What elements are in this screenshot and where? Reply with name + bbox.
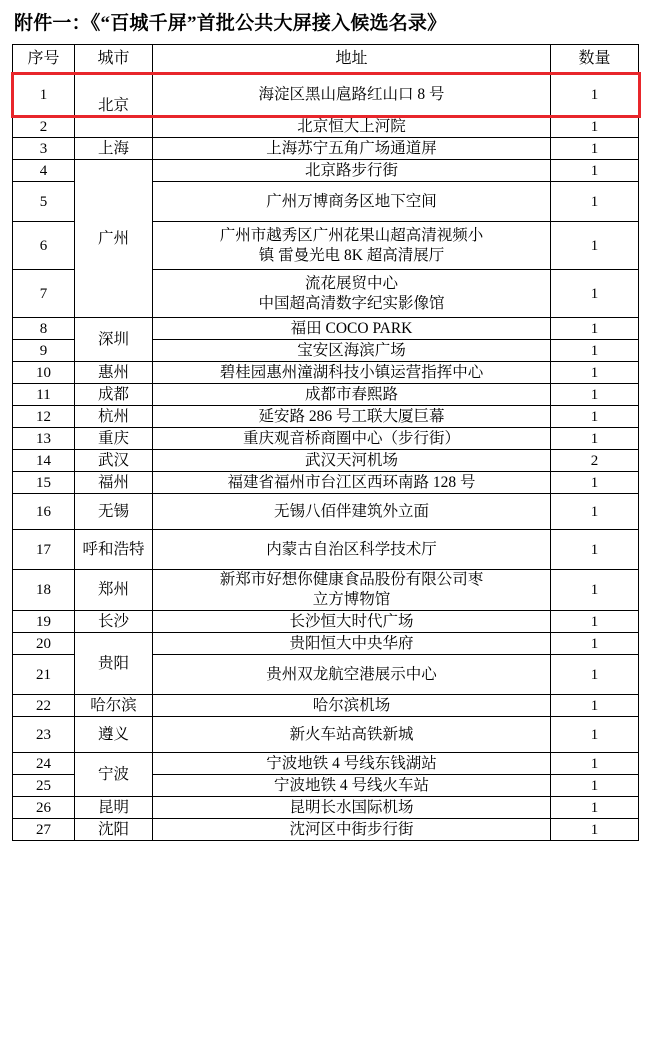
cell-address-line1: 内蒙古自治区科学技术厅 [266,540,437,558]
cell-quantity: 1 [551,611,639,633]
cell-address-line1: 新火车站高铁新城 [289,725,414,743]
cell-quantity: 1 [551,362,639,384]
table-row [13,819,639,841]
cell-quantity: 1 [551,570,639,611]
cell-no: 12 [13,406,75,428]
cell-address [153,611,551,633]
cell-city: 呼和浩特 [75,530,153,570]
cell-quantity: 1 [551,138,639,160]
cell-city: 长沙 [75,611,153,633]
cell-city: 昆明 [75,797,153,819]
cell-city: 宁波 [75,753,153,797]
cell-city: 福州 [75,472,153,494]
cell-quantity: 1 [551,633,639,655]
table-row [13,384,639,406]
cell-quantity: 1 [551,472,639,494]
table-row [13,695,639,717]
table-row [13,160,639,182]
cell-city: 北京 [75,74,153,138]
cell-no: 10 [13,362,75,384]
cell-city: 贵阳 [75,633,153,695]
cell-address-line2: 镇 雷曼光电 8K 超高清展厅 [258,246,445,264]
cell-city: 郑州 [75,570,153,611]
cell-address-line1: 昆明长水国际机场 [289,798,414,816]
cell-quantity: 1 [551,530,639,570]
cell-address [153,633,551,655]
cell-no: 16 [13,494,75,530]
cell-no: 24 [13,753,75,775]
table-row [13,362,639,384]
cell-address-line1: 重庆观音桥商圈中心（步行街） [242,429,460,447]
table-row [13,138,639,160]
cell-quantity: 1 [551,182,639,222]
cell-no: 15 [13,472,75,494]
cell-address-line1: 新郑市好想你健康食品股份有限公司枣 [219,571,484,588]
cell-address [153,775,551,797]
cell-quantity: 2 [551,450,639,472]
cell-no: 8 [13,318,75,340]
cell-quantity: 1 [551,74,639,116]
cell-quantity: 1 [551,494,639,530]
cell-quantity: 1 [551,222,639,270]
cell-no: 7 [13,270,75,318]
cell-address-line1: 上海苏宁五角广场通道屏 [266,139,437,157]
column-header-city: 城市 [75,45,153,74]
cell-address [153,74,551,116]
table-row [13,450,639,472]
table-header-row [13,45,639,74]
table-row [13,530,639,570]
column-header-quantity: 数量 [551,45,639,74]
table-row [13,74,639,116]
table-row [13,797,639,819]
cell-city: 深圳 [75,318,153,362]
column-header-address: 地址 [153,45,551,74]
cell-address-line1: 广州市越秀区广州花果山超高清视频小 [219,226,484,244]
cell-quantity: 1 [551,270,639,318]
cell-address-line1: 北京恒大上河院 [297,117,406,135]
cell-address [153,406,551,428]
cell-address [153,340,551,362]
cell-address [153,318,551,340]
cell-address-line1: 宁波地铁 4 号线东钱湖站 [266,754,437,772]
cell-no: 5 [13,182,75,222]
cell-quantity: 1 [551,819,639,841]
cell-quantity: 1 [551,655,639,695]
cell-no: 20 [13,633,75,655]
cell-city: 沈阳 [75,819,153,841]
cell-address [153,472,551,494]
cell-address [153,753,551,775]
cell-no: 1 [13,74,75,116]
cell-city: 遵义 [75,717,153,753]
table-row [13,633,639,655]
cell-no: 25 [13,775,75,797]
cell-quantity: 1 [551,753,639,775]
cell-address [153,530,551,570]
cell-no: 14 [13,450,75,472]
cell-city: 上海 [75,138,153,160]
cell-address [153,384,551,406]
cell-address-line1: 长沙恒大时代广场 [289,612,414,630]
cell-address-line1: 北京路步行街 [304,161,398,179]
table-row [13,611,639,633]
cell-quantity: 1 [551,160,639,182]
cell-city: 杭州 [75,406,153,428]
cell-address-line1: 武汉天河机场 [304,451,398,469]
cell-quantity: 1 [551,797,639,819]
cell-no: 11 [13,384,75,406]
cell-address-line1: 沈河区中街步行街 [289,820,414,838]
cell-address-line1: 哈尔滨机场 [312,696,391,714]
cell-address [153,819,551,841]
cell-address [153,222,551,270]
cell-no: 18 [13,570,75,611]
cell-address [153,160,551,182]
cell-address-line1: 贵阳恒大中央华府 [289,634,414,652]
cell-quantity: 1 [551,318,639,340]
table-row [13,570,639,611]
column-header-no: 序号 [13,45,75,74]
cell-quantity: 1 [551,340,639,362]
venue-listing-table [12,44,639,841]
cell-address-line1: 福建省福州市台江区西环南路 128 号 [227,473,476,491]
cell-quantity: 1 [551,406,639,428]
cell-no: 19 [13,611,75,633]
cell-address-line1: 福田 COCO PARK [290,319,413,337]
cell-address [153,362,551,384]
cell-no: 26 [13,797,75,819]
cell-no: 13 [13,428,75,450]
cell-address [153,797,551,819]
cell-address-line1: 宝安区海滨广场 [297,341,406,359]
cell-address-line1: 延安路 286 号工联大厦巨幕 [258,407,445,425]
cell-address [153,450,551,472]
cell-address [153,138,551,160]
cell-address [153,717,551,753]
cell-quantity: 1 [551,116,639,138]
cell-city: 哈尔滨 [75,695,153,717]
table-row [13,472,639,494]
cell-city: 惠州 [75,362,153,384]
cell-address-line2: 立方博物馆 [312,591,391,608]
cell-address-line2: 中国超高清数字纪实影像馆 [258,294,445,312]
cell-address [153,116,551,138]
cell-address-line1: 碧桂园惠州潼湖科技小镇运营指挥中心 [219,363,484,381]
table-row [13,428,639,450]
table-row [13,494,639,530]
cell-quantity: 1 [551,775,639,797]
cell-address [153,494,551,530]
cell-quantity: 1 [551,428,639,450]
cell-address-line1: 成都市春熙路 [304,385,398,403]
cell-address [153,695,551,717]
cell-quantity: 1 [551,695,639,717]
cell-no: 23 [13,717,75,753]
cell-address-line1: 海淀区黑山扈路红山口 8 号 [258,85,445,103]
cell-city: 广州 [75,160,153,318]
cell-address [153,182,551,222]
cell-no: 21 [13,655,75,695]
cell-quantity: 1 [551,384,639,406]
cell-address-line1: 贵州双龙航空港展示中心 [266,665,437,683]
cell-no: 9 [13,340,75,362]
cell-address [153,428,551,450]
cell-no: 3 [13,138,75,160]
cell-address [153,655,551,695]
cell-no: 4 [13,160,75,182]
page-title: 附件一：《“百城千屏”首批公共大屏接入候选名录》 [14,13,447,34]
cell-city: 重庆 [75,428,153,450]
table-body [13,74,639,841]
cell-no: 6 [13,222,75,270]
table-row [13,406,639,428]
cell-address [153,270,551,318]
cell-address-line1: 流花展贸中心 [304,274,398,292]
cell-no: 22 [13,695,75,717]
cell-no: 17 [13,530,75,570]
table-row [13,753,639,775]
cell-address-line1: 广州万博商务区地下空间 [266,192,437,210]
cell-city: 无锡 [75,494,153,530]
cell-address-line1: 无锡八佰伴建筑外立面 [273,502,429,520]
table-row [13,717,639,753]
cell-quantity: 1 [551,717,639,753]
cell-no: 27 [13,819,75,841]
table-row [13,318,639,340]
cell-address-line1: 宁波地铁 4 号线火车站 [273,776,429,794]
cell-city: 成都 [75,384,153,406]
cell-city: 武汉 [75,450,153,472]
cell-no: 2 [13,116,75,138]
cell-address [153,570,551,611]
